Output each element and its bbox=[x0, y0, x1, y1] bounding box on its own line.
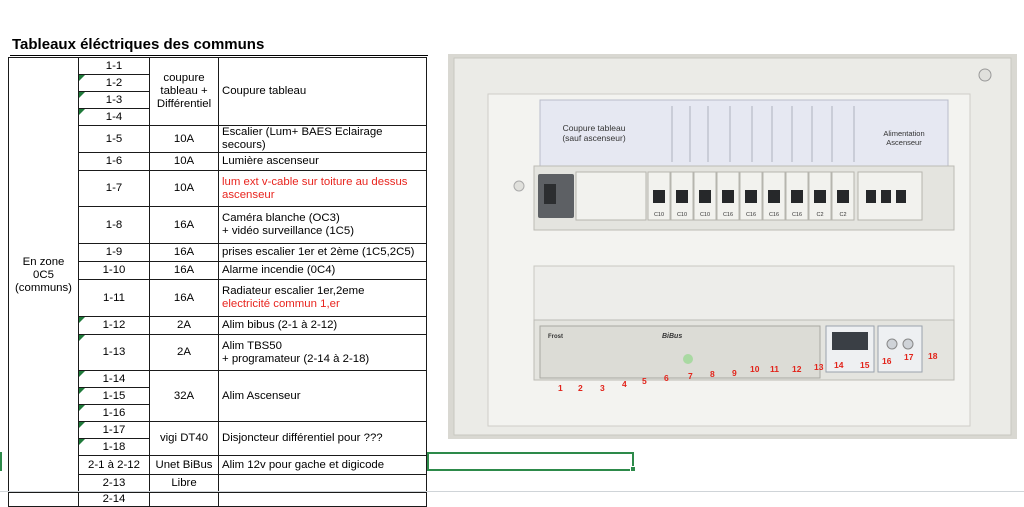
svg-text:2: 2 bbox=[578, 383, 583, 393]
ref-cell[interactable]: 1-6 bbox=[79, 153, 150, 171]
electrical-table bbox=[8, 57, 427, 507]
svg-text:7: 7 bbox=[688, 371, 693, 381]
rating-cell[interactable]: 16A bbox=[150, 244, 219, 262]
desc-cell[interactable]: Alim Ascenseur bbox=[219, 371, 427, 422]
svg-text:6: 6 bbox=[664, 373, 669, 383]
zone-cell[interactable] bbox=[9, 58, 79, 493]
ref-cell[interactable]: 2-14 bbox=[79, 493, 150, 507]
sheet-title: Tableaux éléctriques des communs bbox=[12, 36, 265, 53]
rating-cell[interactable]: 16A bbox=[150, 280, 219, 317]
svg-text:C16: C16 bbox=[791, 212, 803, 218]
rating-cell[interactable]: Libre bbox=[150, 475, 219, 493]
ref-cell[interactable]: 1-11 bbox=[79, 280, 150, 317]
label-right-2: Ascenseur bbox=[886, 138, 922, 147]
svg-text:C16: C16 bbox=[745, 212, 757, 218]
ref-cell[interactable]: 1-9 bbox=[79, 244, 150, 262]
svg-text:3: 3 bbox=[600, 383, 605, 393]
dial-icon bbox=[903, 339, 913, 349]
svg-text:C10: C10 bbox=[653, 212, 665, 218]
svg-text:16: 16 bbox=[882, 356, 892, 366]
svg-text:15: 15 bbox=[860, 360, 870, 370]
rating-cell[interactable]: 10A bbox=[150, 126, 219, 153]
ref-cell[interactable]: 1-8 bbox=[79, 207, 150, 244]
svg-text:13: 13 bbox=[814, 362, 824, 372]
ref-cell[interactable]: 1-12 bbox=[79, 317, 150, 335]
led-icon bbox=[683, 354, 693, 364]
ref-cell[interactable]: 1-10 bbox=[79, 262, 150, 280]
ref-cell[interactable]: 1-1 bbox=[79, 58, 150, 75]
zone-line-1: En zone bbox=[22, 255, 65, 268]
desc-cell[interactable]: Radiateur escalier 1er,2eme electricité commun 1,er bbox=[219, 280, 427, 317]
ref-cell[interactable]: 1-3 bbox=[79, 92, 150, 109]
svg-text:8: 8 bbox=[710, 369, 715, 379]
ref-cell[interactable]: 1-14 bbox=[79, 371, 150, 388]
desc-cell[interactable]: Disjoncteur différentiel pour ??? bbox=[219, 422, 427, 456]
group-desc-cell[interactable]: Coupure tableau bbox=[219, 58, 427, 126]
svg-text:C2: C2 bbox=[839, 212, 847, 218]
svg-text:18: 18 bbox=[928, 351, 938, 361]
desc-cell[interactable]: prises escalier 1er et 2ème (1C5,2C5) bbox=[219, 244, 427, 262]
main-switch-lever bbox=[544, 184, 556, 204]
selected-cell[interactable] bbox=[427, 452, 634, 471]
desc-cell[interactable]: Alim 12v pour gache et digicode bbox=[219, 456, 427, 475]
svg-text:11: 11 bbox=[770, 364, 779, 374]
ref-cell[interactable]: 1-7 bbox=[79, 171, 150, 207]
differential-module bbox=[576, 172, 646, 220]
sheet-bottom-edge bbox=[0, 491, 1024, 492]
ref-cell[interactable]: 1-5 bbox=[79, 126, 150, 153]
label-left-1: Coupure tableau bbox=[562, 123, 626, 133]
svg-text:C10: C10 bbox=[699, 212, 711, 218]
fill-handle[interactable] bbox=[630, 466, 636, 472]
zone-line-2: 0C5 bbox=[33, 268, 54, 281]
rating-cell[interactable]: 2A bbox=[150, 335, 219, 371]
desc-cell[interactable] bbox=[219, 475, 427, 493]
svg-text:12: 12 bbox=[792, 364, 802, 374]
svg-text:C16: C16 bbox=[722, 212, 734, 218]
breaker-ratings bbox=[654, 212, 847, 218]
zone-cell[interactable] bbox=[9, 493, 79, 507]
brand-bibus: BiBus bbox=[662, 333, 683, 340]
desc-cell[interactable] bbox=[219, 493, 427, 507]
ref-cell[interactable]: 1-18 bbox=[79, 439, 150, 456]
title-underline bbox=[10, 55, 428, 56]
label-right-1: Alimentation bbox=[883, 129, 925, 138]
blank-cover bbox=[534, 266, 954, 320]
group-rating-cell[interactable]: coupure tableau + Différentiel bbox=[150, 58, 219, 126]
desc-cell[interactable]: lum ext v-cable sur toiture au dessus ascenseur bbox=[219, 171, 427, 207]
ref-cell[interactable]: 1-17 bbox=[79, 422, 150, 439]
svg-text:5: 5 bbox=[642, 376, 647, 386]
desc-cell[interactable]: Lumière ascenseur bbox=[219, 153, 427, 171]
rating-cell[interactable]: 2A bbox=[150, 317, 219, 335]
brand-frost: Frost bbox=[548, 334, 563, 340]
zone-line-3: (communs) bbox=[15, 281, 72, 294]
breaker-row bbox=[648, 172, 922, 220]
ref-cell[interactable]: 2-1 à 2-12 bbox=[79, 456, 150, 475]
ref-cell[interactable]: 1-15 bbox=[79, 388, 150, 405]
rating-cell[interactable]: Unet BiBus bbox=[150, 456, 219, 475]
desc-cell[interactable]: Alim TBS50 + programateur (2-14 à 2-18) bbox=[219, 335, 427, 371]
ref-cell[interactable]: 2-13 bbox=[79, 475, 150, 493]
rating-cell[interactable] bbox=[150, 493, 219, 507]
rating-cell[interactable]: 10A bbox=[150, 153, 219, 171]
dial-icon bbox=[887, 339, 897, 349]
timer-display bbox=[832, 332, 868, 350]
rating-cell[interactable]: 10A bbox=[150, 171, 219, 207]
ref-cell[interactable]: 1-2 bbox=[79, 75, 150, 92]
label-left-2: (sauf ascenseur) bbox=[562, 133, 626, 143]
ref-cell[interactable]: 1-16 bbox=[79, 405, 150, 422]
svg-text:10: 10 bbox=[750, 364, 760, 374]
rating-cell[interactable]: 16A bbox=[150, 262, 219, 280]
rating-cell[interactable]: 32A bbox=[150, 371, 219, 422]
rating-cell[interactable]: vigi DT40 bbox=[150, 422, 219, 456]
electrical-panel-photo bbox=[448, 54, 1017, 439]
svg-text:9: 9 bbox=[732, 368, 737, 378]
desc-cell[interactable]: Caméra blanche (OC3) + vidéo surveillance (1C5) bbox=[219, 207, 427, 244]
ref-cell[interactable]: 1-13 bbox=[79, 335, 150, 371]
svg-text:4: 4 bbox=[622, 379, 627, 389]
desc-cell[interactable]: Alim bibus (2-1 à 2-12) bbox=[219, 317, 427, 335]
svg-text:1: 1 bbox=[558, 383, 563, 393]
svg-text:C2: C2 bbox=[816, 212, 824, 218]
screw-icon bbox=[979, 69, 991, 81]
selected-row-marker bbox=[0, 452, 2, 471]
svg-text:C16: C16 bbox=[768, 212, 780, 218]
screw-icon bbox=[514, 181, 524, 191]
desc-cell[interactable]: Escalier (Lum+ BAES Eclairage secours) bbox=[219, 126, 427, 153]
rating-cell[interactable]: 16A bbox=[150, 207, 219, 244]
ref-cell[interactable]: 1-4 bbox=[79, 109, 150, 126]
svg-text:17: 17 bbox=[904, 352, 914, 362]
desc-cell[interactable]: Alarme incendie (0C4) bbox=[219, 262, 427, 280]
svg-text:14: 14 bbox=[834, 360, 844, 370]
svg-text:C10: C10 bbox=[676, 212, 688, 218]
